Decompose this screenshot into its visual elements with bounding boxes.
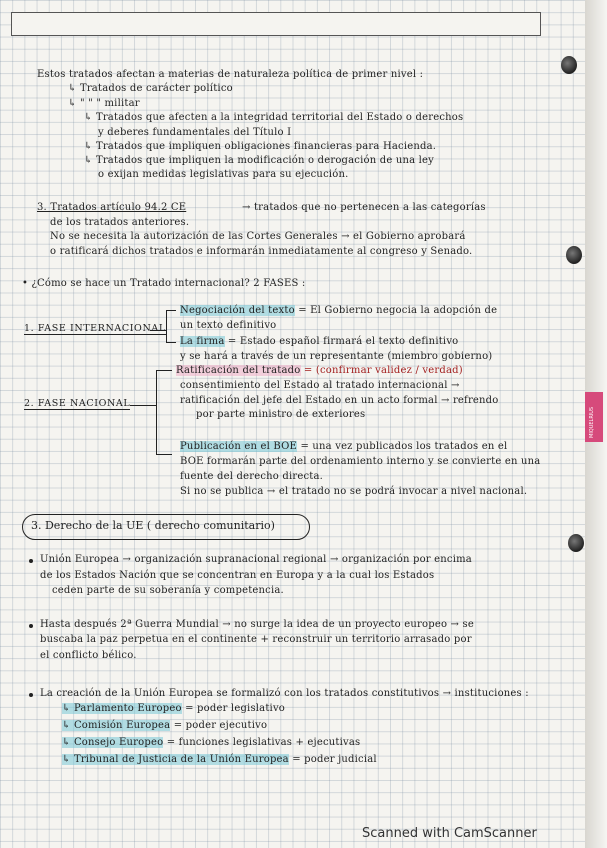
institution-line: [62, 702, 285, 715]
bracket: [166, 310, 167, 342]
institution-text: = funciones legislativas + ejecutivas: [166, 737, 361, 748]
fase-1-label: 1. FASE INTERNACIONAL: [24, 323, 166, 334]
fase-line: [176, 364, 463, 377]
bullet: [29, 693, 33, 697]
question-line: • ¿Cómo se hace un Tratado internacional? 2 FASES :: [22, 278, 306, 289]
bullet: [29, 559, 33, 563]
text-line: un texto definitivo: [180, 320, 277, 331]
connector: [166, 342, 176, 343]
binder-hole: [561, 56, 577, 74]
text-line: buscaba la paz perpetua en el continente + reconstruir un territorio arrasado por: [40, 634, 472, 645]
highlight: ↳ Parlamento Europeo: [62, 703, 182, 714]
fase-text: = El Gobierno negocia la adopción de: [298, 305, 498, 316]
text-line: ↳ Tratados que afecten a la integridad territorial del Estado o derechos: [84, 112, 464, 123]
text-line: No se necesita la autorización de las Cortes Generales → el Gobierno aprobará: [50, 231, 466, 242]
text-line: de los tratados anteriores.: [50, 217, 190, 228]
brand-label: MIQUELRIUS: [589, 406, 595, 438]
text-line: fuente del derecho directa.: [180, 471, 324, 482]
institution-text: = poder legislativo: [185, 703, 286, 714]
text-line: Estos tratados afectan a materias de naturaleza política de primer nivel :: [37, 69, 424, 80]
text-line: → tratados que no pertenecen a las categorías: [242, 202, 486, 213]
text-line: de los Estados Nación que se concentran en Europa y a la cual los Estados: [40, 570, 435, 581]
highlight: Negociación del texto: [180, 305, 295, 316]
text-line: ↳ Tratados que impliquen obligaciones financieras para Hacienda.: [84, 141, 437, 152]
text-line: consentimiento del Estado al tratado internacional →: [180, 380, 460, 391]
text-line: o exijan medidas legislativas para su ejecución.: [98, 169, 349, 180]
institution-line: [62, 736, 360, 749]
fase-text: = una vez publicados los tratados en el: [300, 441, 508, 452]
text-line: La creación de la Unión Europea se formalizó con los tratados constitutivos → instituciones :: [40, 688, 529, 699]
highlight: Publicación en el BOE: [180, 441, 298, 452]
connector: [156, 454, 172, 455]
fase-text: = Estado español firmará el texto definitivo: [227, 336, 459, 347]
highlight: Ratificación del tratado: [176, 365, 301, 376]
highlight: ↳ Consejo Europeo: [62, 737, 164, 748]
bullet: [29, 624, 33, 628]
connector: [156, 370, 172, 371]
highlight: La firma: [180, 336, 225, 347]
institution-line: [62, 719, 267, 732]
fase-line: [180, 440, 507, 453]
brand-tab: [585, 392, 603, 442]
institution-text: = poder judicial: [292, 754, 377, 765]
subheading: 3. Tratados artículo 94.2 CE: [37, 202, 187, 213]
text-line: el conflicto bélico.: [40, 650, 137, 661]
text-line: Hasta después 2ª Guerra Mundial → no surge la idea de un proyecto europeo → se: [40, 619, 474, 630]
text-line: ↳ " " " militar: [68, 98, 140, 109]
binder-hole: [566, 246, 582, 264]
text-line: ceden parte de su soberanía y competencia.: [52, 585, 284, 596]
text-line: ↳ Tratados que impliquen la modificación o derogación de una ley: [84, 155, 435, 166]
connector: [150, 330, 166, 331]
institution-line: [62, 753, 377, 766]
section-heading-box: [22, 514, 310, 540]
highlight: ↳ Comisión Europea: [62, 720, 171, 731]
text-line: ↳ Tratados de carácter político: [68, 83, 233, 94]
text-line: y se hará a través de un representante (miembro gobierno): [180, 351, 493, 362]
text-line: BOE formarán parte del ordenamiento interno y se convierte en una: [180, 456, 541, 467]
section-heading: 3. Derecho de la UE ( derecho comunitario): [31, 519, 275, 532]
header-box: [11, 12, 541, 36]
connector: [130, 405, 156, 406]
connector: [166, 310, 176, 311]
text-line: y deberes fundamentales del Título I: [98, 127, 292, 138]
institution-text: = poder ejecutivo: [173, 720, 268, 731]
text-line: o ratificará dichos tratados e informarán inmediatamente al congreso y Senado.: [50, 246, 473, 257]
scanner-watermark: Scanned with CamScanner: [362, 826, 537, 841]
text-line: Unión Europea → organización supranacional regional → organización por encima: [40, 554, 472, 565]
fase-line: [180, 335, 458, 348]
fase-text: = (confirmar validez / verdad): [303, 365, 463, 376]
fase-line: [180, 304, 497, 317]
binder-hole: [568, 534, 584, 552]
text-line: Si no se publica → el tratado no se podrá invocar a nivel nacional.: [180, 486, 528, 497]
highlight: ↳ Tribunal de Justicia de la Unión Europea: [62, 754, 289, 765]
bracket: [156, 370, 157, 454]
fase-2-label: 2. FASE NACIONAL: [24, 398, 131, 409]
text-line: ratificación del jefe del Estado en un acto formal → refrendo: [180, 395, 499, 406]
text-line: por parte ministro de exteriores: [196, 409, 366, 420]
